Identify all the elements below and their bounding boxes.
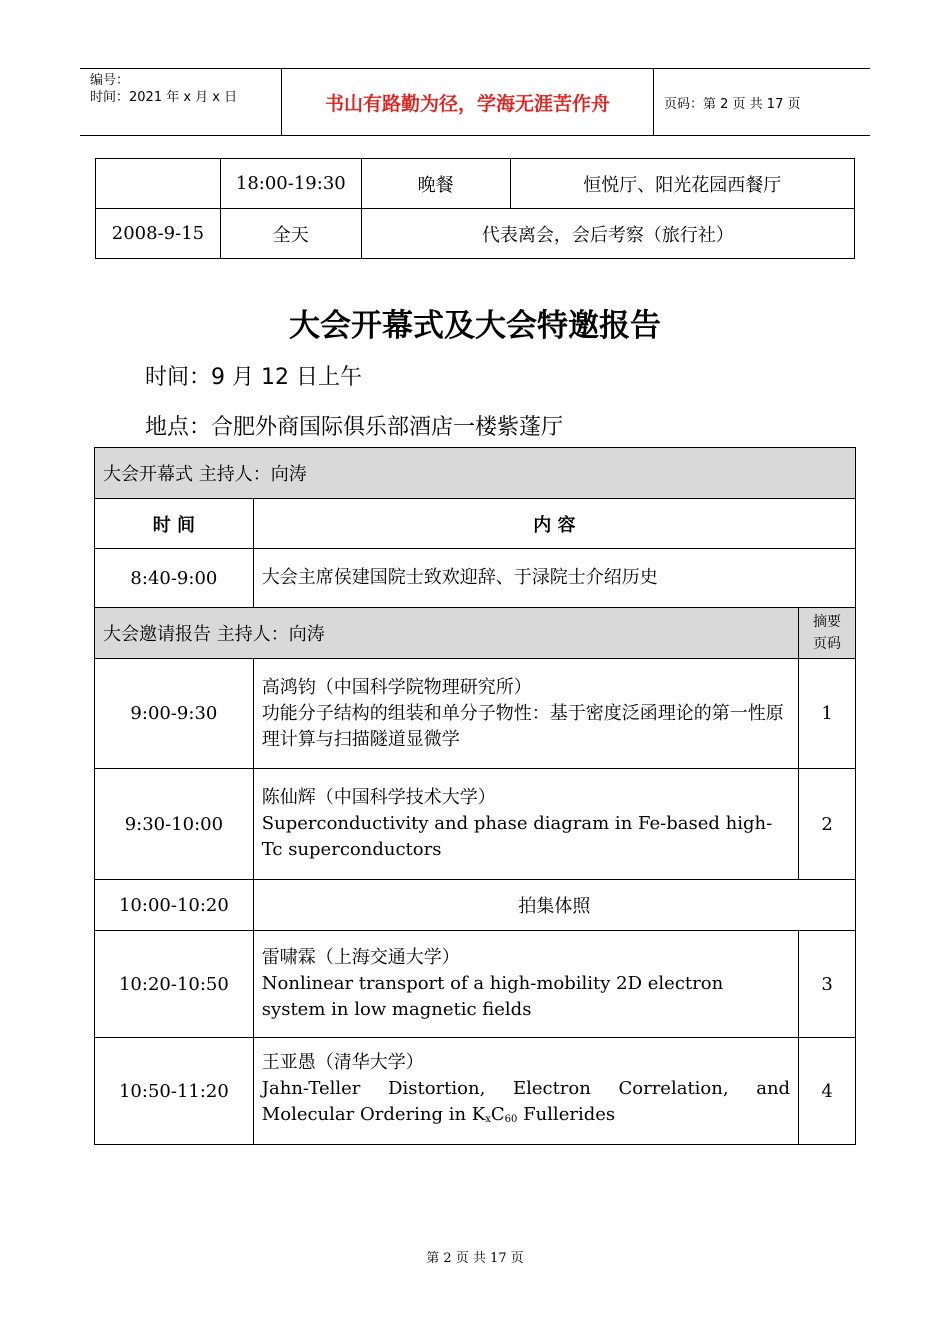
table-row (95, 549, 856, 608)
talk-speaker: 雷啸霖（上海交通大学） (261, 947, 460, 968)
column-header-row (95, 499, 856, 549)
talk-page: 4 (799, 1038, 856, 1145)
talk-title: 功能分子结构的组装和单分子物性：基于密度泛函理论的第一性原理计算与扫描隧道显微学 (261, 702, 784, 750)
invited-label: 大会邀请报告 主持人：向涛 (95, 608, 799, 659)
schedule-place: 恒悦厅、阳光花园西餐厅 (510, 159, 855, 209)
opening-time: 8:40-9:00 (95, 549, 254, 608)
talk-description (253, 659, 798, 769)
table-row (95, 659, 856, 769)
talk-speaker: 高鸿钧（中国科学院物理研究所） (261, 676, 532, 698)
time-line: 时间：9 月 12 日上午 (145, 365, 362, 390)
talk-page: 3 (799, 931, 856, 1038)
opening-label: 大会开幕式 主持人：向涛 (95, 448, 856, 499)
talk-time: 9:30-10:00 (95, 769, 254, 880)
photo-time: 10:00-10:20 (95, 880, 254, 931)
schedule-date: 2008-9-15 (96, 209, 221, 259)
program-table (94, 447, 856, 1145)
talk-speaker: 王亚愚（清华大学） (261, 1051, 424, 1073)
opening-section-row (95, 448, 856, 499)
place-line: 地点：合肥外商国际俱乐部酒店一楼紫蓬厅 (145, 415, 564, 440)
schedule-table (95, 158, 855, 259)
schedule-event-place: 代表离会，会后考察（旅行社） (361, 209, 854, 259)
talk-description (253, 1038, 798, 1145)
section-title: 大会开幕式及大会特邀报告 (289, 308, 661, 344)
col-content-header: 内 容 (253, 499, 855, 549)
col-time-header: 时 间 (95, 499, 254, 549)
opening-content: 大会主席侯建国院士致欢迎辞、于渌院士介绍历史 (253, 549, 855, 608)
table-row (95, 931, 856, 1038)
photo-label: 拍集体照 (253, 880, 855, 931)
table-row (96, 159, 855, 209)
schedule-date (96, 159, 221, 209)
page-header (80, 68, 870, 136)
table-row (95, 1038, 856, 1145)
invited-section-row (95, 608, 856, 659)
schedule-event: 晚餐 (361, 159, 510, 209)
table-row (95, 769, 856, 880)
table-row (95, 880, 856, 931)
talk-title-line2: Molecular Ordering in $K_xC_{60}$ Fullerides (261, 1103, 616, 1125)
talk-time: 10:50-11:20 (95, 1038, 254, 1145)
number-label: 编号： (90, 73, 130, 88)
schedule-time: 全天 (220, 209, 361, 259)
talk-speaker: 陈仙辉（中国科学技术大学） (261, 787, 496, 808)
talk-title-line1: Jahn-Teller Distortion, Electron Correlation, and (261, 1077, 791, 1099)
abstract-page-header: 摘要 页码 (799, 608, 856, 659)
header-page-info: 页码：第 2 页 共 17 页 (664, 96, 801, 112)
page-footer: 第 2 页 共 17 页 (426, 1251, 524, 1266)
talk-time: 9:00-9:30 (95, 659, 254, 769)
talk-time: 10:20-10:50 (95, 931, 254, 1038)
schedule-time: 18:00-19:30 (220, 159, 361, 209)
talk-title: Nonlinear transport of a high-mobility 2D electron system in low magnetic fields (261, 973, 724, 1020)
talk-page: 2 (799, 769, 856, 880)
talk-description (253, 931, 798, 1038)
talk-description (253, 769, 798, 880)
header-motto: 书山有路勤为径，学海无涯苦作舟 (282, 69, 654, 135)
talk-page: 1 (799, 659, 856, 769)
table-row (96, 209, 855, 259)
header-meta (80, 69, 282, 135)
time-label: 时间：2021 年 x 月 x 日 (90, 90, 238, 105)
talk-title: Superconductivity and phase diagram in Fe-based high-Tc superconductors (261, 813, 773, 860)
